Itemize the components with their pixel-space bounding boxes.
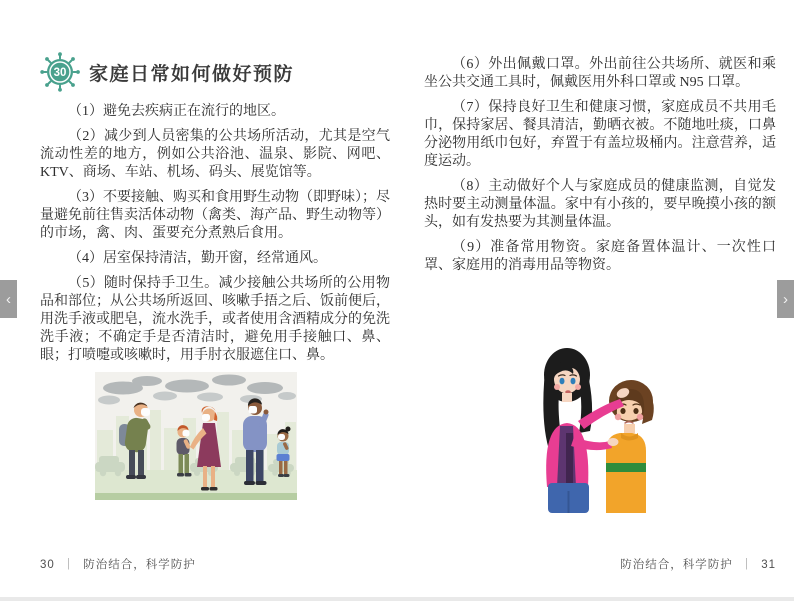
paragraph: （8）主动做好个人与家庭成员的健康监测，自觉发热时要主动测量体温。家中有小孩的，要早晚摸小孩的额头，如有发热要为其测量体温。: [424, 179, 776, 230]
chevron-left-icon: ‹: [6, 290, 11, 308]
left-paragraphs: [40, 103, 390, 365]
paragraph: （9）准备常用物资。家庭备置体温计、一次性口罩、家庭用的消毒用品等物资。: [424, 240, 776, 273]
right-paragraphs: [424, 56, 776, 275]
paragraph: （1）避免去疾病正在流行的地区。: [68, 104, 285, 119]
paragraph: （6）外出佩戴口罩。外出前往公共场所、就医和乘坐公共交通工具时，佩戴医用外科口罩或 N95 口罩。: [424, 57, 776, 90]
paragraph: （5）随时保持手卫生。减少接触公共场所的公用物品和部位；从公共场所返回、咳嗽手捂之后、饭前便后，用洗手液或肥皂，流水洗手，或者使用含酒精成分的免洗洗手液；不确定手是否清洁时，避免用手接触口、鼻、眼；打喷嚏或咳嗽时，用手肘衣服遮住口、鼻。: [40, 276, 390, 363]
right-footer: [424, 556, 776, 572]
section-heading: [40, 50, 390, 94]
left-page-number: 30: [40, 559, 55, 571]
chevron-right-icon: ›: [783, 290, 788, 308]
viewer-bottom-edge: [0, 597, 794, 601]
right-page: [424, 56, 776, 513]
paragraph: （4）居室保持清洁，勤开窗，经常通风。: [68, 251, 327, 266]
footer-separator: ｜: [740, 559, 754, 571]
page-title: 家庭日常如何做好预防: [89, 63, 295, 85]
paragraph: （2）减少到人员密集的公共场所活动，尤其是空气流动性差的地方，例如公共浴池、温泉、影院、网吧、KTV、商场、车站、机场、码头、展览馆等。: [40, 129, 390, 180]
next-page-button[interactable]: [777, 280, 794, 318]
masked-family-city-illustration: [95, 372, 297, 500]
mother-checking-child-temperature-illustration: [522, 341, 674, 513]
right-page-number: 31: [761, 559, 776, 571]
left-page: [40, 50, 390, 500]
previous-page-button[interactable]: [0, 280, 17, 318]
right-footer-text: 防治结合，科学防护: [620, 559, 733, 571]
left-footer-text: 防治结合，科学防护: [83, 559, 196, 571]
left-footer: [40, 556, 196, 572]
paragraph: （3）不要接触、购买和食用野生动物（即野味）；尽量避免前往售卖活体动物（禽类、海产品、野生动物等）的市场，禽、肉、蛋要充分煮熟后食用。: [40, 190, 390, 241]
virus-badge-icon: [40, 52, 80, 92]
paragraph: （7）保持良好卫生和健康习惯，家庭成员不共用毛巾，保持家居、餐具清洁，勤晒衣被。不随地吐痰，口鼻分泌物用纸巾包好，弃置于有盖垃圾桶内。注意营养，适度运动。: [424, 100, 776, 169]
footer-separator: ｜: [62, 559, 76, 571]
badge-number: 30: [53, 67, 67, 80]
child-figure: [606, 380, 654, 513]
